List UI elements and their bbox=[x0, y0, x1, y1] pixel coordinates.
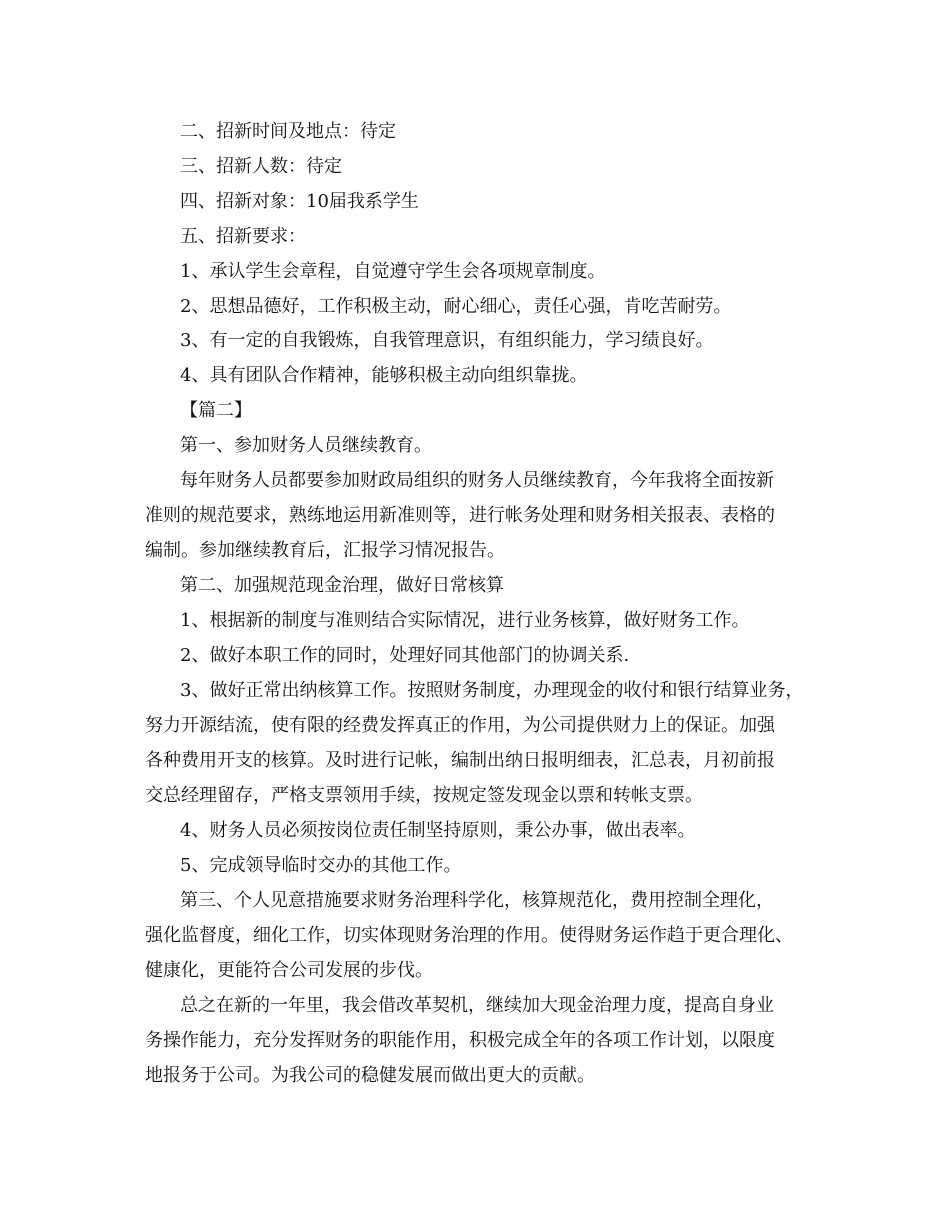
text-line: 第一、参加财务人员继续教育。 bbox=[180, 435, 432, 456]
text-line: 1、根据新的制度与准则结合实际情况，进行业务核算，做好财务工作。 bbox=[180, 610, 750, 631]
text-line: 3、有一定的自我锻炼，自我管理意识，有组织能力，学习绩良好。 bbox=[180, 330, 714, 351]
text-line: 总之在新的一年里，我会借改革契机，继续加大现金治理力度，提高自身业 bbox=[180, 995, 774, 1016]
text-line: 四、招新对象：10届我系学生 bbox=[180, 191, 419, 212]
text-line: 务操作能力，充分发挥财务的职能作用，积极完成全年的各项工作计划，以限度 bbox=[145, 1030, 775, 1051]
text-line: 第二、加强规范现金治理，做好日常核算 bbox=[180, 575, 504, 596]
text-line: 2、思想品德好，工作积极主动，耐心细心，责任心强，肯吃苦耐劳。 bbox=[180, 296, 732, 317]
text-line: 第三、个人见意措施要求财务治理科学化，核算规范化，费用控制全理化， bbox=[180, 890, 774, 911]
text-line: 1、承认学生会章程，自觉遵守学生会各项规章制度。 bbox=[180, 261, 606, 282]
text-line: 4、具有团队合作精神，能够积极主动向组织靠拢。 bbox=[180, 365, 588, 386]
text-line: 5、完成领导临时交办的其他工作。 bbox=[180, 855, 462, 876]
section-heading: 【篇二】 bbox=[180, 400, 252, 421]
text-line: 努力开源结流，使有限的经费发挥真正的作用，为公司提供财力上的保证。加强 bbox=[145, 715, 775, 736]
text-line: 健康化，更能符合公司发展的步伐。 bbox=[145, 960, 433, 981]
text-line: 编制。参加继续教育后，汇报学习情况报告。 bbox=[145, 540, 505, 561]
text-line: 强化监督度，细化工作，切实体现财务治理的作用。使得财务运作趋于更合理化、 bbox=[145, 925, 793, 946]
text-line: 各种费用开支的核算。及时进行记帐，编制出纳日报明细表，汇总表，月初前报 bbox=[145, 750, 775, 771]
text-line: 准则的规范要求，熟练地运用新准则等，进行帐务处理和财务相关报表、表格的 bbox=[145, 505, 775, 526]
text-line: 二、招新时间及地点：待定 bbox=[180, 121, 396, 142]
text-line: 交总经理留存，严格支票领用手续，按规定签发现金以票和转帐支票。 bbox=[145, 785, 703, 806]
text-line: 三、招新人数：待定 bbox=[180, 156, 342, 177]
text-line: 每年财务人员都要参加财政局组织的财务人员继续教育，今年我将全面按新 bbox=[180, 470, 774, 491]
text-line: 4、财务人员必须按岗位责任制坚持原则，秉公办事，做出表率。 bbox=[180, 820, 696, 841]
text-line: 2、做好本职工作的同时，处理好同其他部门的协调关系. bbox=[180, 645, 630, 666]
text-line: 地报务于公司。为我公司的稳健发展而做出更大的贡献。 bbox=[145, 1065, 595, 1086]
text-line: 3、做好正常出纳核算工作。按照财务制度，办理现金的收付和银行结算业务， bbox=[180, 680, 804, 701]
text-line: 五、招新要求： bbox=[180, 226, 306, 247]
